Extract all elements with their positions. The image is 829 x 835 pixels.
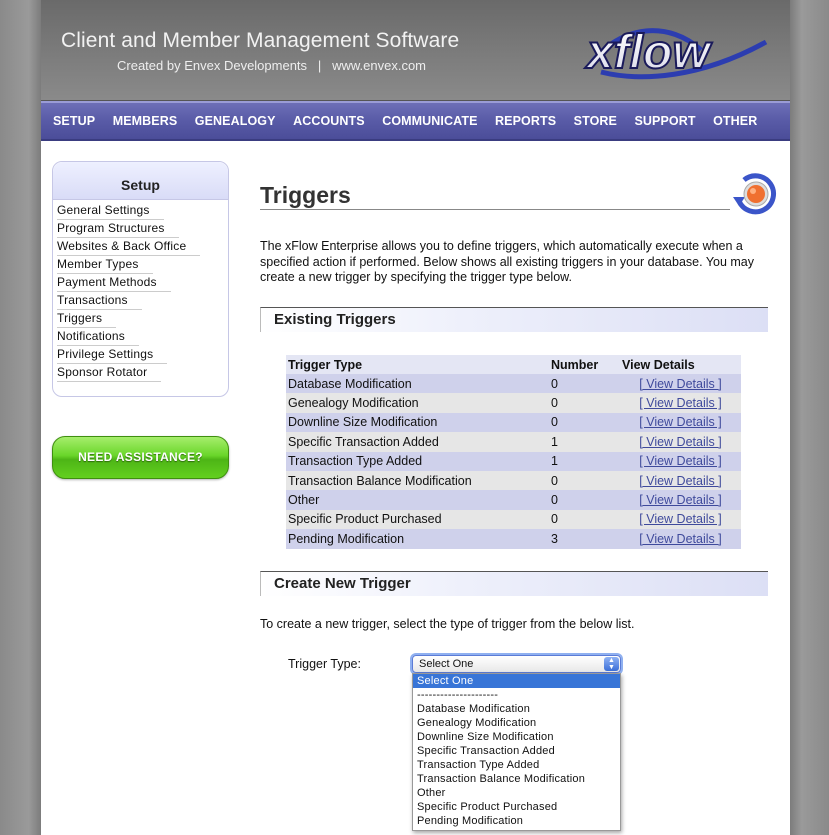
nav-item-genealogy[interactable]: GENEALOGY (194, 114, 276, 128)
sidebar-item-program-structures[interactable]: Program Structures (57, 220, 179, 238)
sidebar-item-transactions[interactable]: Transactions (57, 292, 142, 310)
dropdown-option[interactable]: Transaction Balance Modification (417, 773, 586, 785)
trigger-count-cell: 1 (549, 432, 620, 451)
table-row (286, 413, 741, 432)
table-row (286, 393, 741, 412)
nav-item-other[interactable]: OTHER (713, 114, 758, 128)
view-details-link[interactable]: [ View Details ] (620, 374, 741, 393)
refresh-icon[interactable] (730, 168, 782, 220)
intro-text: The xFlow Enterprise allows you to define triggers, which automatically execute when a specified action if performed. Below shows all existing triggers in your database. You may create a new trigger by specifying the trigger type below. (260, 239, 755, 284)
trigger-count-cell: 3 (549, 529, 620, 548)
sidebar-item-notifications[interactable]: Notifications (57, 328, 139, 346)
col-trigger-type: Trigger Type (286, 355, 549, 374)
table-row (286, 374, 741, 393)
right-backdrop (790, 0, 829, 835)
main-nav (41, 101, 790, 141)
table-row (286, 452, 741, 471)
dropdown-option[interactable]: Downline Size Modification (417, 731, 554, 743)
view-details-link[interactable]: [ View Details ] (620, 471, 741, 490)
col-number: Number (549, 355, 620, 374)
trigger-type-cell: Downline Size Modification (286, 413, 549, 432)
view-details-link[interactable]: [ View Details ] (620, 529, 741, 548)
trigger-count-cell: 0 (549, 393, 620, 412)
select-arrows-icon[interactable]: ▲ ▼ (604, 657, 619, 671)
view-details-link[interactable]: [ View Details ] (620, 413, 741, 432)
page-container (41, 0, 790, 835)
trigger-count-cell: 0 (549, 471, 620, 490)
nav-item-store[interactable]: STORE (573, 114, 617, 128)
table-row (286, 432, 741, 451)
table-row (286, 490, 741, 509)
view-details-link[interactable]: [ View Details ] (620, 393, 741, 412)
need-assistance-button[interactable]: NEED ASSISTANCE? (52, 436, 229, 479)
trigger-type-cell: Specific Transaction Added (286, 432, 549, 451)
sidebar-item-member-types[interactable]: Member Types (57, 256, 153, 274)
trigger-type-cell: Pending Modification (286, 529, 549, 548)
site-title: Client and Member Management Software (61, 29, 460, 52)
sidebar-item-privilege-settings[interactable]: Privilege Settings (57, 346, 167, 364)
trigger-type-select[interactable] (412, 655, 621, 673)
create-instructions: To create a new trigger, select the type of trigger from the below list. (260, 617, 635, 631)
trigger-type-label: Trigger Type: (288, 657, 361, 671)
dropdown-option[interactable]: Other (417, 787, 446, 799)
xflow-logo[interactable] (581, 20, 776, 85)
dropdown-option[interactable]: Specific Transaction Added (417, 745, 555, 757)
sidebar-item-payment-methods[interactable]: Payment Methods (57, 274, 171, 292)
dropdown-option[interactable]: Genealogy Modification (417, 717, 537, 729)
view-details-link[interactable]: [ View Details ] (620, 490, 741, 509)
trigger-count-cell: 0 (549, 413, 620, 432)
title-divider (260, 209, 730, 210)
dropdown-option[interactable]: --------------------- (417, 689, 499, 701)
trigger-type-cell: Specific Product Purchased (286, 510, 549, 529)
existing-triggers-heading: Existing Triggers (260, 307, 768, 332)
view-details-link[interactable]: [ View Details ] (620, 510, 741, 529)
sidebar-heading: Setup (53, 162, 228, 200)
view-details-link[interactable]: [ View Details ] (620, 452, 741, 471)
trigger-type-cell: Database Modification (286, 374, 549, 393)
select-value: Select One (419, 658, 474, 670)
setup-sidebar (52, 161, 229, 397)
nav-item-accounts[interactable]: ACCOUNTS (293, 114, 365, 128)
trigger-type-cell: Transaction Balance Modification (286, 471, 549, 490)
sidebar-item-general-settings[interactable]: General Settings (57, 202, 164, 220)
dropdown-option[interactable]: Specific Product Purchased (417, 801, 558, 813)
dropdown-option[interactable]: Database Modification (417, 703, 531, 715)
site-subtitle: Created by Envex Developments | www.envex.com (117, 58, 427, 73)
trigger-type-cell: Other (286, 490, 549, 509)
trigger-count-cell: 1 (549, 452, 620, 471)
trigger-type-cell: Genealogy Modification (286, 393, 549, 412)
table-row (286, 471, 741, 490)
nav-item-communicate[interactable]: COMMUNICATE (382, 114, 478, 128)
table-row (286, 529, 741, 548)
table-header-row (286, 355, 741, 374)
logo-text: xflow (587, 26, 710, 79)
dropdown-option[interactable]: Transaction Type Added (417, 759, 540, 771)
trigger-count-cell: 0 (549, 490, 620, 509)
dropdown-option[interactable]: Pending Modification (417, 815, 524, 827)
col-view-details: View Details (620, 355, 741, 374)
nav-item-support[interactable]: SUPPORT (634, 114, 696, 128)
sidebar-item-triggers[interactable]: Triggers (57, 310, 116, 328)
page-title: Triggers (260, 182, 351, 208)
triggers-table (286, 355, 741, 549)
trigger-type-dropdown (412, 673, 621, 831)
trigger-count-cell: 0 (549, 374, 620, 393)
trigger-type-cell: Transaction Type Added (286, 452, 549, 471)
trigger-count-cell: 0 (549, 510, 620, 529)
create-trigger-heading: Create New Trigger (260, 571, 768, 596)
view-details-link[interactable]: [ View Details ] (620, 432, 741, 451)
dropdown-option[interactable]: Select One (413, 674, 620, 688)
sidebar-item-websites-back-office[interactable]: Websites & Back Office (57, 238, 200, 256)
sidebar-item-sponsor-rotator[interactable]: Sponsor Rotator (57, 364, 161, 382)
left-backdrop (0, 0, 41, 835)
table-row (286, 510, 741, 529)
site-header (41, 0, 790, 101)
nav-item-members[interactable]: MEMBERS (112, 114, 178, 128)
nav-item-reports[interactable]: REPORTS (495, 114, 557, 128)
nav-item-setup[interactable]: SETUP (53, 114, 96, 128)
